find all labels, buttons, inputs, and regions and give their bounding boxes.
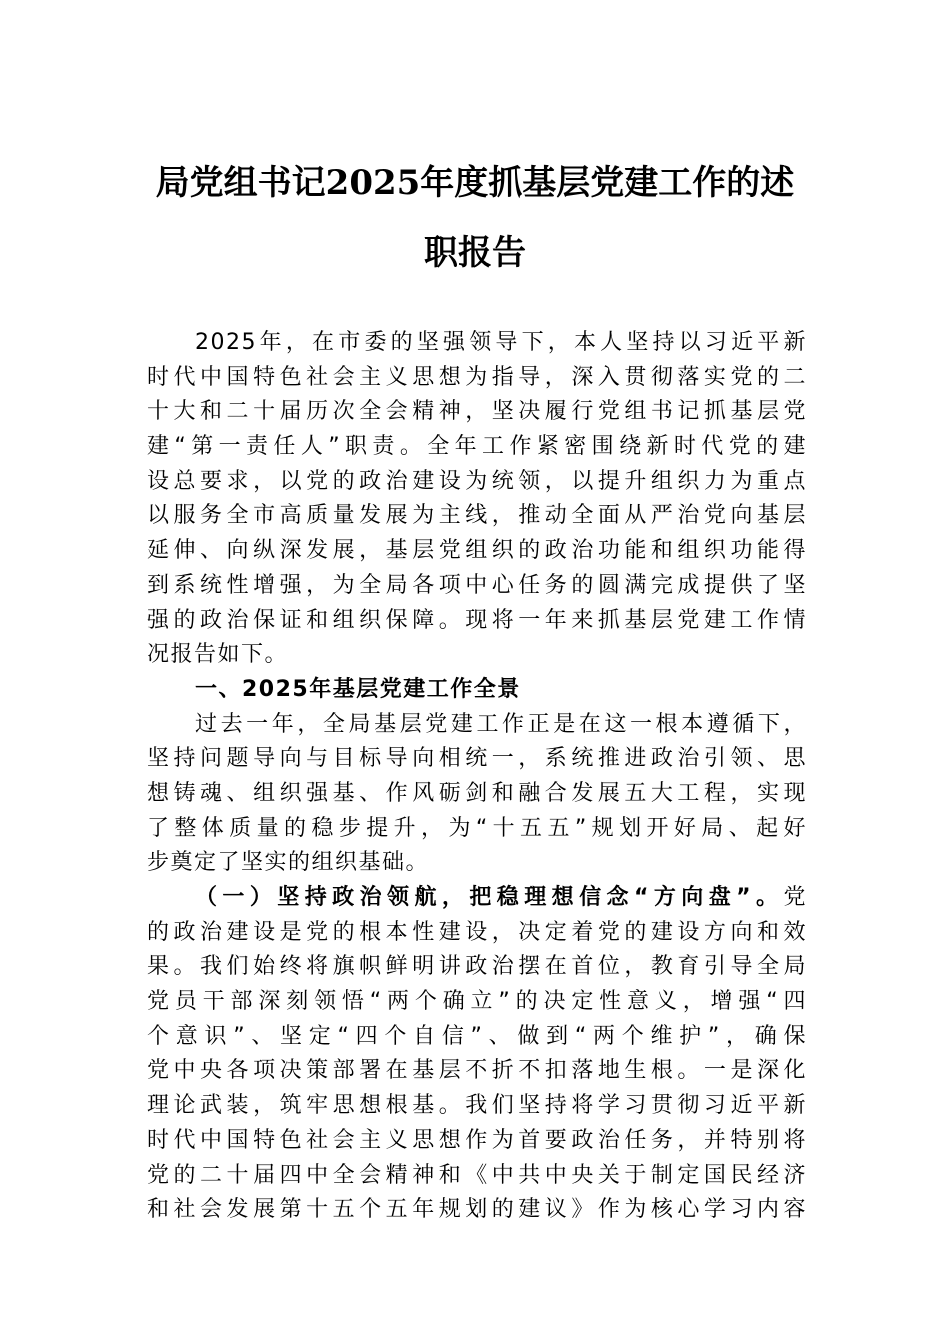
section-heading: 一、2025年基层党建工作全景 xyxy=(195,676,521,702)
paragraph-line: 坚持问题导向与目标导向相统一，系统推进政治引领、思 xyxy=(147,746,807,772)
paragraph-line: 了整体质量的稳步提升，为“十五五”规划开好局、起好 xyxy=(147,815,807,841)
paragraph-line: 强的政治保证和组织保障。现将一年来抓基层党建工作情 xyxy=(147,607,807,633)
paragraph-line: 建“第一责任人”职责。全年工作紧密围绕新时代党的建 xyxy=(147,434,807,460)
paragraph-line: 果。我们始终将旗帜鲜明讲政治摆在首位，教育引导全局 xyxy=(147,954,807,980)
paragraph-line: 步奠定了坚实的组织基础。 xyxy=(147,850,430,876)
paragraph-line: 以服务全市高质量发展为主线，推动全面从严治党向基层 xyxy=(147,503,807,529)
paragraph-line: 设总要求，以党的政治建设为统领，以提升组织力为重点 xyxy=(147,468,807,494)
paragraph-line: 党中央各项决策部署在基层不折不扣落地生根。一是深化 xyxy=(147,1058,807,1084)
paragraph-line: 和社会发展第十五个五年规划的建议》作为核心学习内容 xyxy=(147,1197,807,1223)
paragraph-line: 时代中国特色社会主义思想为指导，深入贯彻落实党的二 xyxy=(147,364,807,390)
document-title-line-1: 局党组书记2025年度抓基层党建工作的述 xyxy=(155,163,795,203)
paragraph-line: 党员干部深刻领悟“两个确立”的决定性意义，增强“四 xyxy=(147,989,807,1015)
paragraph-line: 十大和二十届历次全会精神，坚决履行党组书记抓基层党 xyxy=(147,399,807,425)
sub-heading: （一）坚持政治领航，把稳理想信念“方向盘”。 xyxy=(195,885,784,910)
paragraph-line: 2025年，在市委的坚强领导下，本人坚持以习近平新 xyxy=(195,330,807,355)
paragraph-line: 况报告如下。 xyxy=(147,642,289,668)
paragraph-line: 过去一年，全局基层党建工作正是在这一根本遵循下， xyxy=(195,711,807,737)
paragraph-line: 延伸、向纵深发展，基层党组织的政治功能和组织功能得 xyxy=(147,538,807,564)
paragraph-text: 党 xyxy=(783,885,807,910)
paragraph-line: 理论武装，筑牢思想根基。我们坚持将学习贯彻习近平新 xyxy=(147,1093,807,1119)
paragraph-line: 时代中国特色社会主义思想作为首要政治任务，并特别将 xyxy=(147,1127,807,1153)
paragraph-line: 个意识”、坚定“四个自信”、做到“两个维护”，确保 xyxy=(147,1023,807,1049)
paragraph-line: 到系统性增强，为全局各项中心任务的圆满完成提供了坚 xyxy=(147,572,807,598)
paragraph-line: 的政治建设是党的根本性建设，决定着党的建设方向和效 xyxy=(147,919,807,945)
document-body xyxy=(147,326,807,1228)
document-title-line-2: 职报告 xyxy=(424,233,526,273)
paragraph-line: 党的二十届四中全会精神和《中共中央关于制定国民经济 xyxy=(147,1162,807,1188)
paragraph-line xyxy=(147,881,807,916)
paragraph-line: 想铸魂、组织强基、作风砺剑和融合发展五大工程，实现 xyxy=(147,780,807,806)
